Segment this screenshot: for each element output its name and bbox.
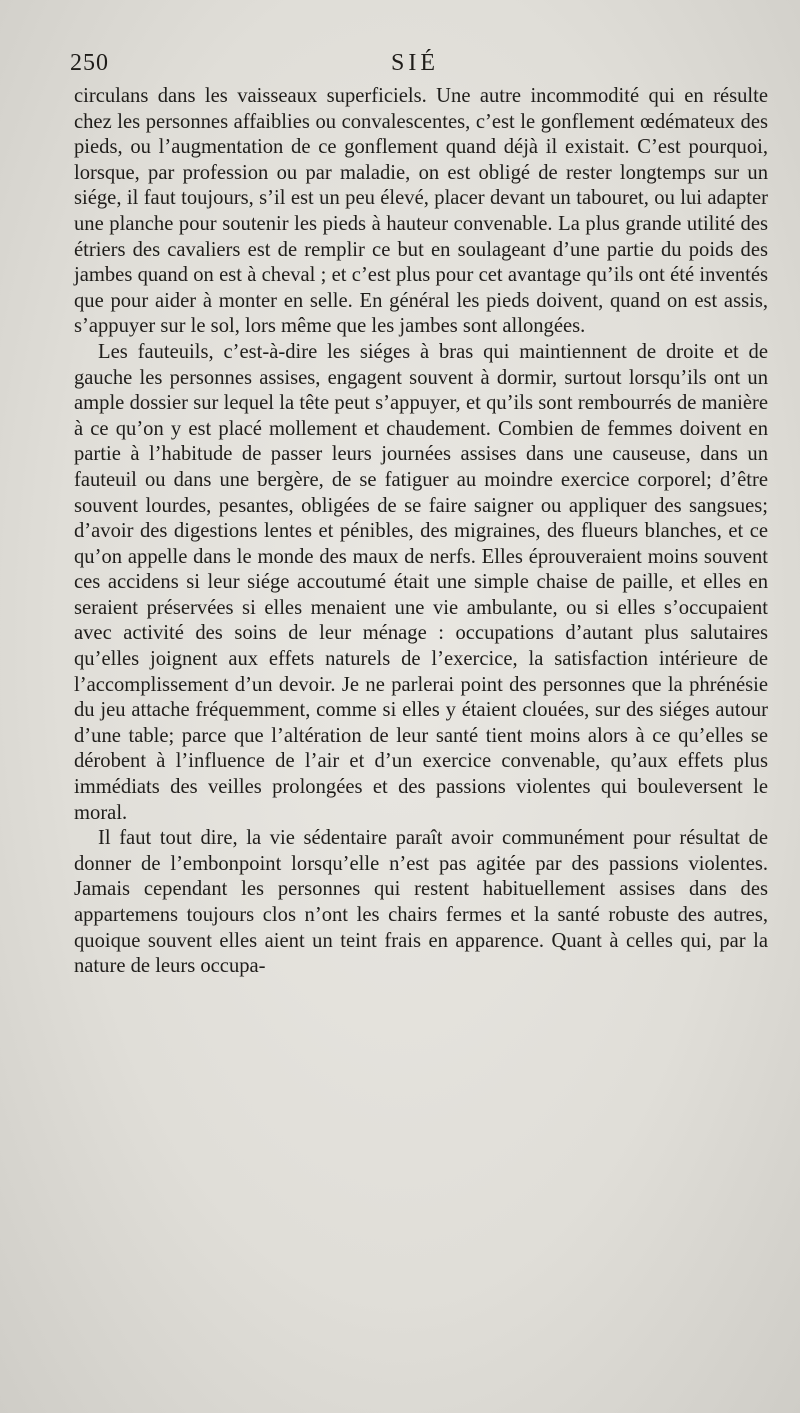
paragraph: Il faut tout dire, la vie sédentaire paraît avoir communément pour résultat de donner de l’embonpoint lorsqu’elle n’est pas agitée par des passions violentes. Jamais cependant les personnes qui restent habituellement assises dans des appartemens toujours clos n’ont les chairs fermes et la santé robuste des autres, quoique souvent elles aient un teint frais en apparence. Quant à celles qui, par la nature de leurs occupa- [74, 827, 768, 978]
page-number: 250 [70, 50, 109, 76]
body-text [74, 84, 768, 980]
running-head: SIÉ [391, 50, 439, 76]
paragraph: circulans dans les vaisseaux superficiels. Une autre incommodité qui en résulte chez les personnes affaiblies ou convalescentes, c’est le gonflement œdémateux des pieds, ou l’augmentation de ce gonflement quand déjà il existait. C’est pourquoi, lorsque, par profession ou par maladie, on est obligé de rester longtemps sur un siége, il faut toujours, s’il est un peu élevé, placer devant un tabouret, ou lui adapter une planche pour soutenir les pieds à hauteur convenable. La plus grande utilité des étriers des cavaliers est de remplir ce but en soulageant d’une partie du poids des jambes quand on est à cheval ; et c’est plus pour cet avantage qu’ils ont été inventés que pour aider à monter en selle. En général les pieds doivent, quand on est assis, s’appuyer sur le sol, lors même que les jambes sont allongées. [74, 85, 768, 338]
paragraph: Les fauteuils, c’est-à-dire les siéges à bras qui maintiennent de droite et de gauche les personnes assises, engagent souvent à dormir, surtout lorsqu’ils ont un ample dossier sur lequel la tête peut s’appuyer, et qu’ils sont rembourrés de manière à ce qu’on y est placé mollement et chaudement. Combien de femmes doivent en partie à l’habitude de passer leurs journées assises dans une causeuse, dans un fauteuil ou dans une bergère, de se fatiguer au moindre exercice corporel; d’être souvent lourdes, pesantes, obligées de se faire saigner ou appliquer des sangsues; d’avoir des digestions lentes et pénibles, des migraines, des flueurs blanches, et ce qu’on appelle dans le monde des maux de nerfs. Elles éprouveraient moins souvent ces accidens si leur siége accoutumé était une simple chaise de paille, et elles en seraient préservées si elles menaient une vie ambulante, ou si elles s’occupaient avec activité des soins de leur ménage : occupations d’autant plus salutaires qu’elles joignent aux effets naturels de l’exercice, la satisfaction intérieure de l’accomplissement d’un devoir. Je ne parlerai point des personnes que la phrénésie du jeu attache fréquemment, comme si elles y étaient clouées, sur des siéges autour d’une table; parce que l’altération de leur santé tient moins alors à ce qu’elles se dérobent à l’influence de l’air et d’un exercice convenable, qu’aux effets plus immédiats des veilles prolongées et des passions violentes qui bouleversent le moral. [74, 340, 768, 824]
page-header [70, 50, 760, 84]
